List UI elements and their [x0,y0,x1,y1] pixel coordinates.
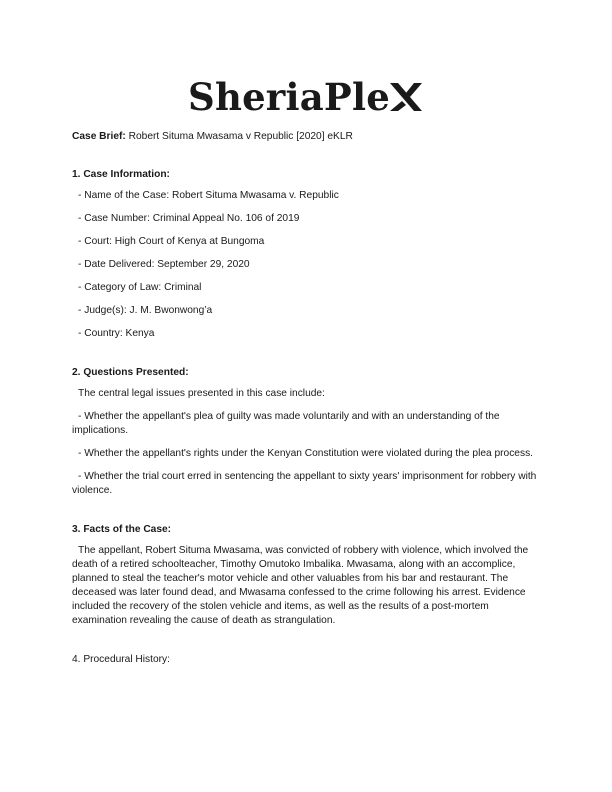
logo-text: SheriaPle [188,74,390,119]
list-item: - Whether the appellant's rights under the Kenyan Constitution were violated during the plea process. [78,448,533,459]
list-item: - Whether the trial court erred in sentencing the appellant to sixty years' imprisonment for robbery with violence. [72,471,537,496]
list-item: - Name of the Case: Robert Situma Mwasama v. Republic [78,190,339,201]
section-procedural-history [72,653,542,667]
section-questions-presented [72,366,542,498]
case-brief-title: Robert Situma Mwasama v Republic [2020] eKLR [128,131,353,142]
facts-paragraph: The appellant, Robert Situma Mwasama, was convicted of robbery with violence, which involved the death of a retired schoolteacher, Timothy Omutoko Imbalika. Mwasama, along with an accomplice, planned to steal the teacher's motor vehicle and other valuables from his bar and restaurant. The deceased was later found dead, and Mwasama confessed to the crime following his arrest. Evidence included the recovery of the stolen vehicle and items, as well as the results of a post-mortem examination revealing the cause of death as strangulation. [72,545,529,626]
logo-wordmark [188,74,424,119]
list-item: - Category of Law: Criminal [78,282,202,293]
list-item: - Case Number: Criminal Appeal No. 106 of 2019 [78,213,300,224]
section-heading: 1. Case Information: [72,169,170,180]
logo [0,72,612,122]
document-body [72,130,542,674]
list-item: - Whether the appellant's plea of guilty was made voluntarily and with an understanding of the implications. [72,411,500,436]
section-heading: 3. Facts of the Case: [72,524,172,535]
section-case-information [72,168,542,341]
list-item: - Country: Kenya [78,328,155,339]
list-item: - Court: High Court of Kenya at Bungoma [78,236,265,247]
list-item: - Date Delivered: September 29, 2020 [78,259,250,270]
case-brief-line [72,130,542,144]
x-logo-mark-icon [388,79,424,115]
section-heading: 2. Questions Presented: [72,367,189,378]
section-facts [72,523,542,628]
case-brief-label: Case Brief: [72,131,126,142]
section-heading: 4. Procedural History: [72,654,170,665]
intro-text: The central legal issues presented in this case include: [78,388,325,399]
list-item: - Judge(s): J. M. Bwonwong’a [78,305,213,316]
